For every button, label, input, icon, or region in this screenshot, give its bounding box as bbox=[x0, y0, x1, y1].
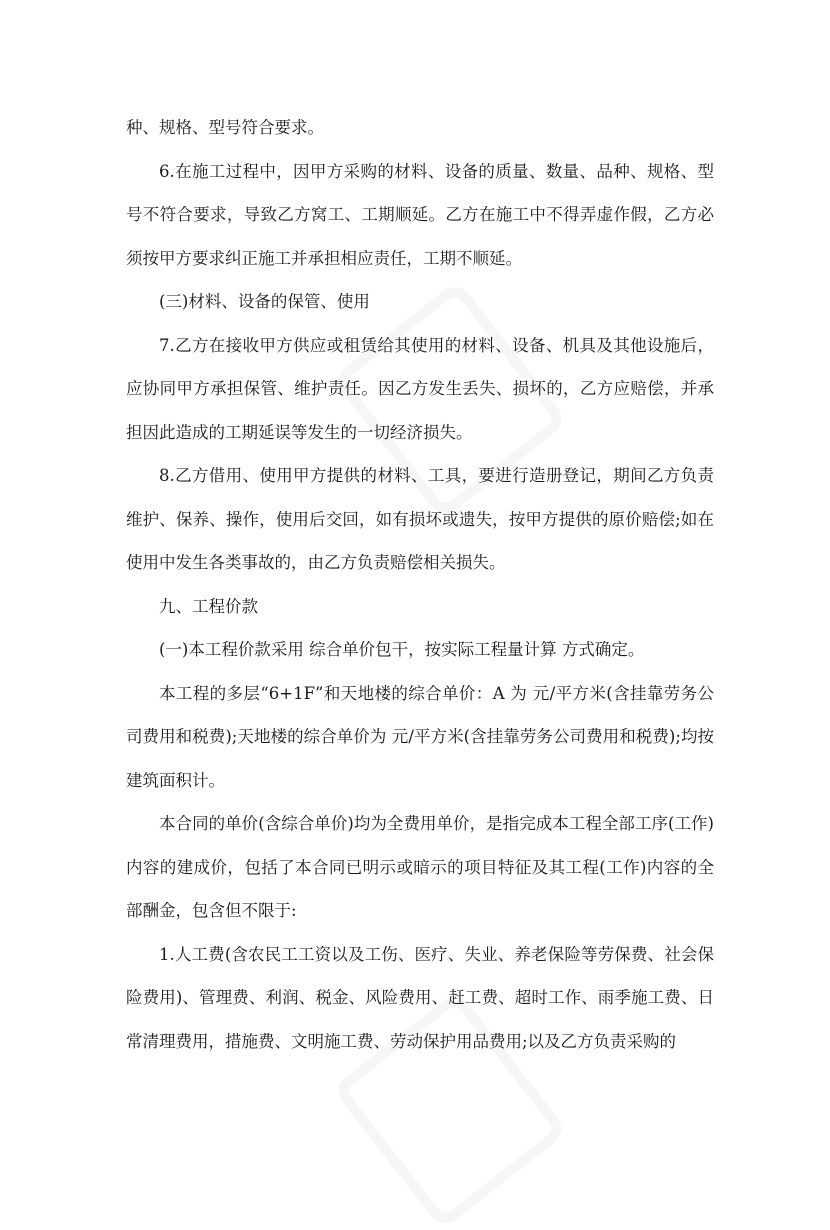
section-heading: 九、工程价款 bbox=[159, 596, 258, 616]
document-body bbox=[126, 106, 714, 1063]
paragraph: 6.在施工过程中，因甲方采购的材料、设备的质量、数量、品种、规格、型号不符合要求，导致乙方窝工、工期顺延。乙方在施工中不得弄虚作假，乙方必须按甲方要求纠正施工并承担相应责任，工期不顺延。 bbox=[126, 161, 714, 268]
paragraph: 种、规格、型号符合要求。 bbox=[126, 118, 324, 137]
paragraph: 8.乙方借用、使用甲方提供的材料、工具，要进行造册登记，期间乙方负责维护、保养、操作，使用后交回，如有损坏或遗失，按甲方提供的原价赔偿;如在使用中发生各类事故的，由乙方负责赔偿相关损失。 bbox=[126, 466, 714, 572]
paragraph: 本工程的多层“6+1F”和天地楼的综合单价：A 为 元/平方米(含挂靠劳务公司费用和税费);天地楼的综合单价为 元/平方米(含挂靠劳务公司费用和税费);均按建筑面积计。 bbox=[126, 683, 714, 790]
section-heading: (三)材料、设备的保管、使用 bbox=[159, 292, 370, 311]
paragraph: (一)本工程价款采用 综合单价包干，按实际工程量计算 方式确定。 bbox=[159, 640, 645, 659]
paragraph: 1.人工费(含农民工工资以及工伤、医疗、失业、养老保险等劳保费、社会保险费用)、管理费、利润、税金、风险费用、赶工费、超时工作、雨季施工费、日常清理费用，措施费、文明施工费、劳动保护用品费用;以及乙方负责采购的 bbox=[126, 944, 714, 1051]
paragraph: 本合同的单价(含综合单价)均为全费用单价，是指完成本工程全部工序(工作)内容的建成价，包括了本合同已明示或暗示的项目特征及其工程(工作)内容的全部酬金，包含但不限于: bbox=[126, 814, 714, 920]
paragraph: 7.乙方在接收甲方供应或租赁给其使用的材料、设备、机具及其他设施后，应协同甲方承担保管、维护责任。因乙方发生丢失、损坏的，乙方应赔偿，并承担因此造成的工期延误等发生的一切经济损失。 bbox=[126, 335, 714, 442]
